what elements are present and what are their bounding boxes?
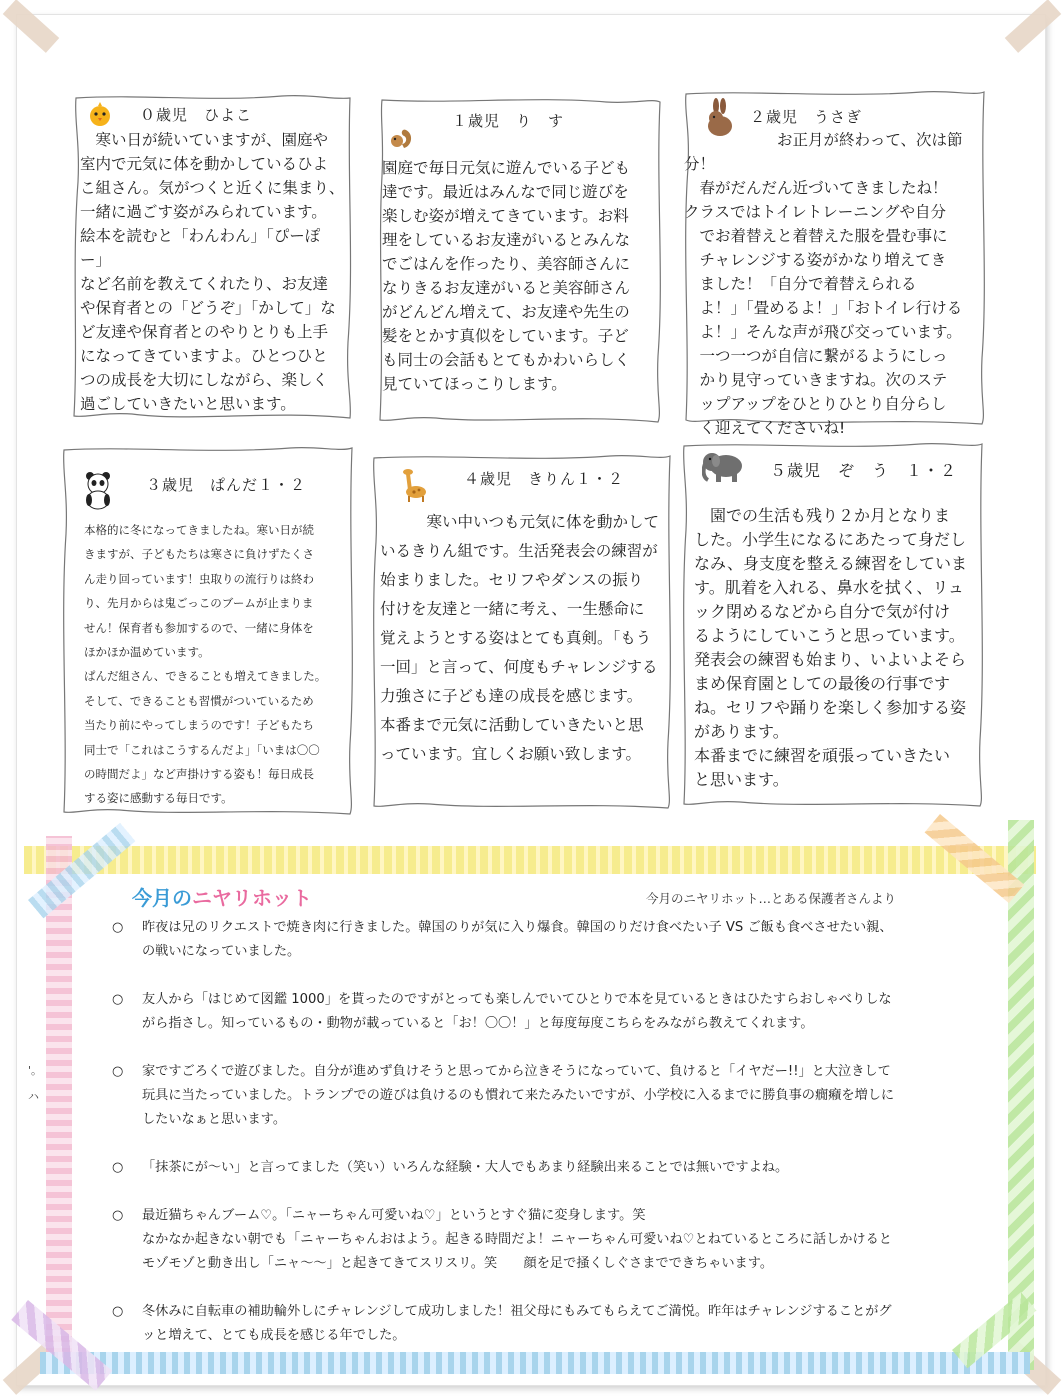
niyari-item-text: 家ですごろくで遊びました。自分が進めず負けそうと思ってから泣きそうになっていて、負けると「イヤだー!!」と大泣きして 玩具に当たっていました。トランプでの遊びは負けるのも慣れて来たみたいですが、小学校に入るまでに勝負事の癇癪を増しに したいなぁと思います。	[142, 1064, 895, 1127]
niyari-item	[112, 1300, 972, 1348]
class-title: １歳児 り す	[452, 112, 565, 130]
tape-right-green	[1008, 820, 1034, 1370]
niyari-source: 今月のニヤリホット…とある保護者さんより	[646, 891, 897, 906]
class-text: 園での生活も残り２か月となりま した。小学生になるにあたって身だし なみ、身支度を整える練習をしていま す。肌着を入れる、鼻水を拭く、リュ ック閉めるなどから自分で気が付け るようにしていこうと思っています。 発表会の練習も始まり、いよいよそら まめ保育園としての最後の行事です ね。セリフや踊りを楽しく参加する姿 があります。 本番までに練習を頑張っていきたい と思います。	[694, 506, 967, 789]
class-card-usagi	[682, 88, 988, 437]
panda-icon	[82, 470, 114, 510]
giraffe-icon	[400, 466, 428, 502]
bullet-icon: ○	[112, 1064, 124, 1079]
niyari-item-text: 昨夜は兄のリクエストで焼き肉に行きました。韓国のりが気に入り爆食。韓国のりだけ食べたい子 VS ご飯も食べさせたい親、 の戦いになっていました。	[142, 920, 893, 959]
chick-icon	[86, 100, 114, 128]
niyari-title	[132, 882, 312, 911]
niyari-item	[112, 1204, 972, 1276]
class-text: 園庭で毎日元気に遊んでいる子ども 達です。最近はみんなで同じ遊びを 楽しむ姿が増えてきています。お料 理をしているお友達がいるとみんな でごはんを作ったり、美容師さんに なりきるお友達がいると美容師さん がどんどん増えて、お友達や先生の 髪をとかす真似をしています。子ど も同士の会話もとてもかわいらしく 見ていてほっこりします。	[382, 159, 631, 393]
class-card-risu	[376, 96, 664, 426]
class-text: お正月が終わって、次は節分！ 春がだんだん近づいてきましたね！ クラスではトイレトレーニングや自分 でお着替えと着替えた服を畳む事に チャレンジする姿がかなり増えてき ました！「自分で着替えられる よ！」「畳めるよ！」「おトイレ行ける よ！」そんな声が飛び交っています。 一つ一つが自信に繋がるようにしっ かり見守っていきますね。次のステ ップアップをひとりひとり自分らし く迎えてくださいね!	[684, 131, 963, 437]
niyari-item	[112, 1156, 972, 1180]
squirrel-icon	[388, 126, 414, 152]
class-card-kirin	[370, 452, 674, 812]
bullet-icon: ○	[112, 1208, 124, 1223]
bullet-icon: ○	[112, 920, 124, 935]
class-text: 寒い日が続いていますが、園庭や 室内で元気に体を動かしているひよ こ組さん。気がつくと近くに集まり、 一緒に過ごす姿がみられています。 絵本を読むと「わんわん」「ぴーぽー」 など名前を教えてくれたり、お友達 や保育者との「どうぞ」「かして」な ど友達や保育者とのやりとりも上手 になってきていますよ。ひとつひと つの成長を大切にしながら、楽しく 過ごしていきたいと思います。	[80, 131, 345, 413]
class-title: ４歳児 きりん１・２	[464, 470, 625, 488]
niyari-title-prefix: 今月の	[132, 886, 192, 910]
class-card-panda	[60, 444, 356, 818]
niyari-item	[112, 988, 972, 1036]
bullet-icon: ○	[112, 992, 124, 1007]
niyari-list	[112, 916, 972, 1372]
tape-left-pink	[46, 836, 72, 1366]
class-text: 寒い中いつも元気に体を動かして いるきりん組です。生活発表会の練習が 始まりました。セリフやダンスの振り 付けを友達と一緒に考え、一生懸命に 覚えようとする姿はとても真剣。「もう 一回」と言って、何度もチャレンジする 力強さに子ども達の成長を感じます。 本番まで元気に活動していきたいと思 っています。宜しくお願い致します。	[380, 513, 660, 763]
bullet-icon: ○	[112, 1160, 124, 1175]
class-title: ５歳児 ぞ う １・２	[770, 461, 958, 480]
niyari-item	[112, 916, 972, 964]
stray-mark-b: ハ	[28, 1090, 39, 1103]
tape-top-yellow	[24, 846, 1036, 874]
niyari-item-text: 友人から「はじめて図鑑 1000」を貰ったのですがとっても楽しんでいてひとりで本を見ているときはひたすらおしゃべりしな がら指さし。知っているもの・動物が載っていると「お！〇〇！」と毎度毎度こちらをみながら教えてくれます。	[142, 992, 892, 1031]
niyari-item	[112, 1060, 972, 1132]
class-title: ０歳児 ひよこ	[140, 106, 253, 124]
class-card-zou	[680, 440, 986, 810]
niyari-title-main: ニヤリホット	[192, 886, 312, 910]
bullet-icon: ○	[112, 1304, 124, 1319]
elephant-icon	[702, 448, 746, 484]
stray-mark-a: '。	[28, 1064, 43, 1077]
class-text: 本格的に冬になってきましたね。寒い日が続 きますが、子どもたちは寒さに負けずたくさ ん走り回っています！虫取りの流行りは終わ り、先月からは鬼ごっこのブームが止まりま せん！保育者も参加するので、一緒に身体を ほかほか温めています。 ぱんだ組さん、できることも増えてきました。 そして、できることも習慣がついているため 当たり前にやってしまうのです！子どもたち 同士で「これはこうするんだよ」「いまは〇〇 の時間だよ」など声掛けする姿も！毎日成長 する姿に感動する毎日です。	[84, 523, 327, 806]
niyari-item-text: 最近猫ちゃんブーム♡。「ニャーちゃん可愛いね♡」というとすぐ猫に変身します。笑 なかなか起きない朝でも「ニャーちゃんおはよう。起きる時間だよ！ニャーちゃん可愛いね♡とねているところに話しかけると モゾモゾと動き出し「ニャ～～」と起きてきてスリスリ。笑 顔を足で掻くしぐさまでできちゃいます。	[142, 1208, 892, 1271]
niyari-item-text: 「抹茶にが～い」と言ってました（笑い）いろんな経験・大人でもあまり経験出来ることでは無いですよね。	[142, 1160, 789, 1175]
niyari-item-text: 冬休みに自転車の補助輪外しにチャレンジして成功しました！祖父母にもみてもらえてご満悦。昨年はチャレンジすることがグ ッと増えて、とても成長を感じる年でした。	[142, 1304, 892, 1343]
class-title: ３歳児 ぱんだ１・２	[146, 476, 307, 494]
class-card-hiyoko	[72, 92, 354, 422]
class-title: ２歳児 うさぎ	[750, 108, 863, 126]
